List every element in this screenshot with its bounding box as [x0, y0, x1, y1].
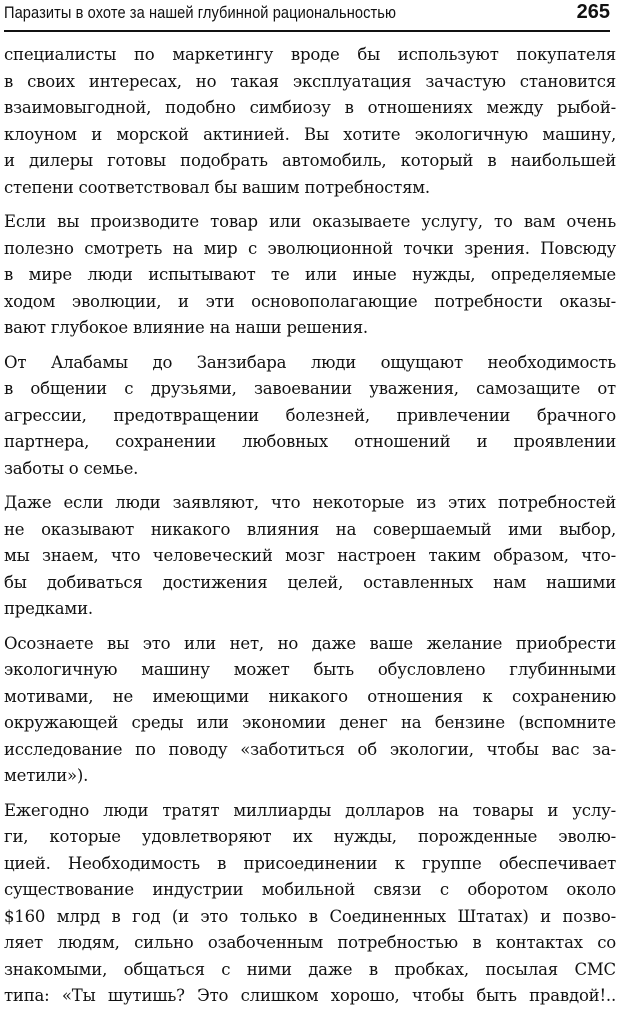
text-line: Даже если люди заявляют, что некоторые из этих потребностей — [4, 493, 616, 512]
text-line: клоуном и морской актинией. Вы хотите экологичную машину, — [4, 124, 616, 144]
text-line: существование индустрии мобильной связи с оборотом около — [4, 880, 616, 899]
text-line: агрессии, предотвращении болезней, привлечении брачного — [4, 405, 616, 425]
text-line: От Алабамы до Занзибара люди ощущают необходимость — [4, 352, 616, 372]
running-header — [4, 0, 610, 32]
text-line: Если вы производите товар или оказываете услугу, то вам очень — [4, 212, 616, 231]
text-line: вают глубокое влияние на наши решения. — [4, 318, 368, 337]
text-line: специалисты по маркетингу вроде бы используют покупателя — [4, 45, 616, 64]
text-line: Ежегодно люди тратят миллиарды долларов на товары и услу- — [4, 800, 616, 820]
paragraph-3 — [4, 350, 616, 483]
text-line: ходом эволюции, и эти основополагающие потребности оказы- — [4, 291, 616, 311]
paragraph-5 — [4, 631, 616, 790]
text-line: метили»). — [4, 766, 89, 785]
body-text — [4, 42, 616, 1018]
paragraph-1 — [4, 42, 616, 201]
text-line: степени соответствовал бы вашим потребностям. — [4, 177, 430, 197]
text-line: не оказывают никакого влияния на совершаемый ими выбор, — [4, 519, 616, 539]
text-line: в своих интересах, но такая эксплуатация зачастую становится — [4, 71, 616, 91]
paragraph-4 — [4, 490, 616, 623]
text-line: мотивами, не имеющими никакого отношения к сохранению — [4, 686, 616, 706]
text-line: ляет людям, сильно озабоченным потребностью в контактах со — [4, 933, 616, 952]
text-line: бы добиваться достижения целей, оставленных нам нашими — [4, 572, 616, 592]
text-line: экологичную машину может быть обусловлено глубинными — [4, 660, 616, 679]
text-line: исследование по поводу «заботиться об экологии, чтобы вас за- — [4, 739, 616, 759]
text-line: $160 млрд в год (и это только в Соединенных Штатах) и позво- — [4, 906, 616, 926]
text-line: типа: «Ты шутишь? Это слишком хорошо, чтобы быть правдой!.. — [4, 986, 616, 1005]
text-line: полезно смотреть на мир с эволюционной точки зрения. Повсюду — [4, 238, 616, 258]
paragraph-2 — [4, 209, 616, 342]
text-line: и дилеры готовы подобрать автомобиль, который в наибольшей — [4, 151, 616, 170]
text-line: окружающей среды или экономии денег на бензине (вспомните — [4, 713, 616, 732]
text-line: ги, которые удовлетворяют их нужды, порожденные эволю- — [4, 827, 616, 846]
text-line: в мире люди испытывают те или иные нужды, определяемые — [4, 265, 616, 284]
page-number: 265 — [576, 1, 610, 23]
text-line: Осознаете вы это или нет, но даже ваше желание приобрести — [4, 633, 616, 653]
paragraph-6 — [4, 798, 616, 1010]
text-line: цией. Необходимость в присоединении к группе обеспечивает — [4, 853, 616, 873]
running-title: Паразиты в охоте за нашей глубинной рациональностью — [4, 3, 397, 22]
text-line: взаимовыгодной, подобно симбиозу в отношениях между рыбой- — [4, 98, 616, 117]
text-line: мы знаем, что человеческий мозг настроен таким образом, что- — [4, 546, 616, 565]
text-line: заботы о семье. — [4, 458, 139, 478]
text-line: предками. — [4, 599, 93, 618]
text-line: в общении с друзьями, завоевании уважения, самозащите от — [4, 379, 616, 398]
text-line: знакомыми, общаться с ними даже в пробках, посылая СМС — [4, 959, 616, 979]
text-line: партнера, сохранении любовных отношений и проявлении — [4, 432, 616, 451]
